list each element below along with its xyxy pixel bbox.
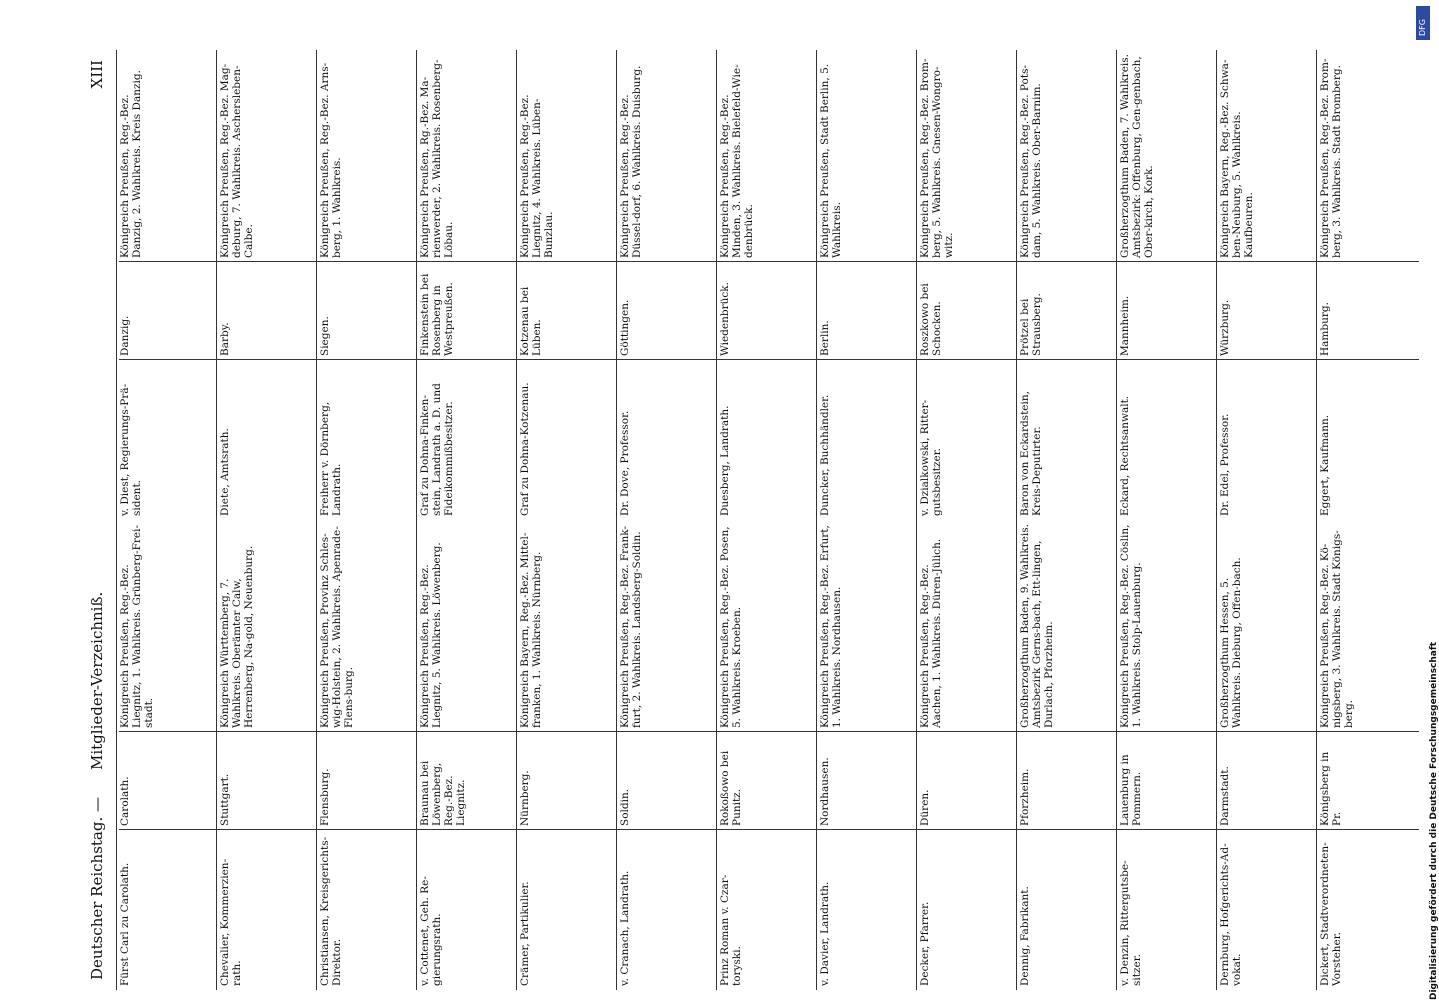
- member-residence: Berlin.: [819, 266, 919, 360]
- member-district: Königreich Preußen, Stadt Berlin, 5. Wahlkreis.: [819, 53, 919, 262]
- member-district: Königreich Preußen, Reg.-Bez. Arns-berg, 1. Wahlkreis.: [319, 53, 419, 262]
- dfg-logo-text: DFG: [1418, 19, 1427, 36]
- member-name: Diete, Amtsrath.: [219, 428, 231, 516]
- member-name: Dickert, Stadtverordneten-Vorsteher.: [1319, 842, 1343, 986]
- member-row: [216, 520, 317, 990]
- member-row: [1116, 520, 1217, 990]
- member-district: Königreich Preußen, Reg.-Bez. Posen, 5. Wahlkreis. Kroeben.: [719, 523, 819, 732]
- member-row: [1316, 520, 1417, 990]
- member-residence: Rokoßowo bei Punitz.: [719, 736, 819, 830]
- running-head: [80, 50, 116, 990]
- member-residence: Roszkowo bei Schocken.: [919, 266, 1019, 360]
- member-district: Großherzogthum Baden, 7. Wahlkreis. Amtsbezirk: Offenburg, Gen-genbach, Ober-kirch, Kork.: [1119, 53, 1219, 262]
- member-district: Königreich Preußen, Reg.-Bez. Danzig, 2. Wahlkreis. Kreis Danzig.: [119, 53, 219, 262]
- member-row: [516, 520, 617, 990]
- member-row: [1316, 50, 1417, 520]
- member-residence: Mannheim.: [1119, 266, 1219, 360]
- member-district: Königreich Preußen, Reg.-Bez. Brom-berg, 5. Wahlkreis. Gnesen-Wongro-witz.: [919, 53, 1019, 262]
- member-residence: Nordhausen.: [819, 736, 919, 830]
- member-row: [116, 50, 217, 520]
- member-residence: Göttingen.: [619, 266, 719, 360]
- member-residence: Kotzenau bei Lüben.: [519, 266, 619, 360]
- member-name: Crämer, Partikulier.: [519, 881, 531, 986]
- member-name: v. Denzin, Rittergutsbe-sitzer.: [1119, 860, 1143, 986]
- member-name: Chevalier, Kommerzien-rath.: [219, 858, 243, 986]
- member-name: Duncker, Buchhändler.: [819, 394, 831, 516]
- member-district: Königreich Preußen, Rg.-Bez. Ma-rienwerder, 2. Wahlkreis. Rosenberg-Löbau.: [419, 53, 519, 262]
- member-name: v. Davier, Landrath.: [819, 881, 831, 986]
- member-residence: Barby.: [219, 266, 319, 360]
- member-row: [716, 520, 817, 990]
- member-residence: Flensburg.: [319, 736, 419, 830]
- member-residence: Wiedenbrück.: [719, 266, 819, 360]
- member-residence: Soldin.: [619, 736, 719, 830]
- member-district: Königreich Preußen, Reg.-Bez. Aachen, 1. Wahlkreis. Düren-Jülich.: [919, 523, 1019, 732]
- member-name: v. Dzialkowski, Ritter-gutsbesitzer.: [919, 399, 943, 516]
- page-number: XIII: [88, 60, 106, 89]
- rotated-page-content: [80, 50, 1420, 990]
- member-district: Königreich Preußen, Reg.-Bez. Liegnitz, 5. Wahlkreis. Löwenberg.: [419, 523, 519, 732]
- member-name: Duesberg, Landrath.: [719, 405, 731, 516]
- member-name: v. Diest, Regierungs-Prä-sident.: [119, 383, 143, 516]
- member-district: Königreich Preußen, Reg.-Bez. Mag-deburg, 7. Wahlkreis. Aschersleben-Calbe.: [219, 53, 319, 262]
- member-row: [1116, 50, 1217, 520]
- member-district: Königreich Bayern, Reg.-Bez. Mittel-franken, 1. Wahlkreis. Nürnberg.: [519, 523, 619, 732]
- member-district: Königreich Preußen, Reg.-Bez. Düssel-dorf, 6. Wahlkreis. Duisburg.: [619, 53, 719, 262]
- member-name: Baron von Eckardstein, Kreis-Deputirter.: [1019, 391, 1043, 516]
- member-name: Decker, Pfarrer.: [919, 901, 931, 986]
- member-row: [316, 50, 417, 520]
- member-district: Königreich Württemberg, 7. Wahlkreis. Oberämter Calw, Herrenberg, Na-gold, Neuenburg.: [219, 523, 319, 732]
- member-district: Großherzogthum Hessen, 5. Wahlkreis. Dieburg, Offen-bach.: [1219, 523, 1319, 732]
- member-name: Graf zu Dohna-Finken-stein, Landrath a. D. und Fideikommißbesitzer.: [419, 383, 455, 516]
- member-residence: Danzig.: [119, 266, 219, 360]
- member-row: [1216, 50, 1317, 520]
- member-row: [316, 520, 417, 990]
- member-name: Eckard, Rechtsanwalt.: [1119, 395, 1131, 516]
- member-residence: Finkenstein bei Rosenberg in Westpreußen.: [419, 266, 519, 360]
- funding-note: Digitalisierung gefördert durch die Deutsche Forschungsgemeinschaft: [1429, 641, 1439, 1000]
- member-name: Fürst Carl zu Carolath.: [119, 862, 131, 986]
- member-residence: Braunau bei Löwenberg, Reg.-Bez. Liegnitz.: [419, 736, 519, 830]
- member-row: [916, 50, 1017, 520]
- member-name: Dennig, Fabrikant.: [1019, 886, 1031, 986]
- member-row: [816, 520, 917, 990]
- member-district: Königreich Preußen, Reg.-Bez. Kö-nigsberg, 3. Wahlkreis. Stadt Königs-berg.: [1319, 523, 1419, 732]
- member-name: Eggert, Kaufmann.: [1319, 414, 1331, 516]
- member-name: Dr. Edel, Professor.: [1219, 413, 1231, 516]
- member-residence: Siegen.: [319, 266, 419, 360]
- member-name: Dr. Dove, Professor.: [619, 410, 631, 516]
- member-district: Königreich Preußen, Reg.-Bez. Erfurt, 1. Wahlkreis. Nordhausen.: [819, 523, 919, 732]
- member-row: [816, 50, 917, 520]
- header-center: Mitglieder-Verzeichniß.: [88, 591, 106, 770]
- member-residence: Lauenburg in Pommern.: [1119, 736, 1219, 830]
- member-residence: Hamburg.: [1319, 266, 1419, 360]
- side-note: [1415, 0, 1439, 1000]
- member-row: [416, 50, 517, 520]
- member-district: Königreich Bayern, Reg.-Bez. Schwa-ben-Neuburg, 5. Wahlkreis. Kaufbeuren.: [1219, 53, 1319, 262]
- left-column-block: [116, 520, 1416, 990]
- member-table: [116, 50, 1416, 990]
- member-row: [716, 50, 817, 520]
- member-district: Königreich Preußen, Reg.-Bez. Frank-furt, 2. Wahlkreis. Landsberg-Soldin.: [619, 523, 719, 732]
- member-residence: Düren.: [919, 736, 1019, 830]
- member-name: v. Cranach, Landrath.: [619, 870, 631, 986]
- member-row: [1016, 50, 1117, 520]
- member-name: Freiherr v. Dörnberg, Landrath.: [319, 401, 343, 516]
- member-district: Königreich Preußen, Reg.-Bez. Liegnitz, 4. Wahlkreis. Lüben-Bunzlau.: [519, 53, 619, 262]
- member-row: [416, 520, 517, 990]
- member-name: Prinz Roman v. Czar-toryski.: [719, 874, 743, 986]
- member-residence: Prötzel bei Strausberg.: [1019, 266, 1119, 360]
- member-name: Dernburg, Hofgerichts-Ad-vokat.: [1219, 843, 1243, 986]
- member-district: Königreich Preußen, Reg.-Bez. Pots-dam, 5. Wahlkreis. Ober-Barnim.: [1019, 53, 1119, 262]
- member-row: [616, 520, 717, 990]
- member-row: [1216, 520, 1317, 990]
- member-district: Königreich Preußen, Reg.-Bez. Cöslin, 1. Wahlkreis. Stolp-Lauenburg.: [1119, 523, 1219, 732]
- member-residence: Königsberg in Pr.: [1319, 736, 1419, 830]
- member-residence: Darmstadt.: [1219, 736, 1319, 830]
- member-district: Königreich Preußen, Provinz Schles-wig-Holstein, 2. Wahlkreis. Apenrade-Flens-burg.: [319, 523, 419, 732]
- member-district: Königreich Preußen, Reg.-Bez. Liegnitz, 1. Wahlkreis. Grünberg-Frei-stadt.: [119, 523, 219, 732]
- member-row: [1016, 520, 1117, 990]
- member-row: [916, 520, 1017, 990]
- member-name: Graf zu Dohna-Kotzenau.: [519, 382, 531, 516]
- member-district: Königreich Preußen, Reg.-Bez. Minden, 3. Wahlkreis. Bielefeld-Wie-denbrück.: [719, 53, 819, 262]
- member-row: [616, 50, 717, 520]
- member-district: Königreich Preußen, Reg.-Bez. Brom-berg, 3. Wahlkreis. Stadt Bromberg.: [1319, 53, 1419, 262]
- member-name: Christiansen, Kreisgerichts-Direktor.: [319, 836, 343, 986]
- member-row: [216, 50, 317, 520]
- member-row: [116, 520, 217, 990]
- member-district: Großherzogthum Baden, 9. Wahlkreis. Amtsbezirk Gerns-bach, Ett-lingen, Durlach, Pforzheim.: [1019, 523, 1119, 732]
- member-residence: Carolath.: [119, 736, 219, 830]
- member-row: [516, 50, 617, 520]
- member-residence: Würzburg.: [1219, 266, 1319, 360]
- member-residence: Nürnberg.: [519, 736, 619, 830]
- right-column-block: [116, 50, 1416, 520]
- member-residence: Stuttgart.: [219, 736, 319, 830]
- header-left: Deutscher Reichstag. —: [88, 796, 106, 980]
- member-residence: Pforzheim.: [1019, 736, 1119, 830]
- member-name: v. Cottenet, Geh. Re-gierungsrath.: [419, 876, 443, 986]
